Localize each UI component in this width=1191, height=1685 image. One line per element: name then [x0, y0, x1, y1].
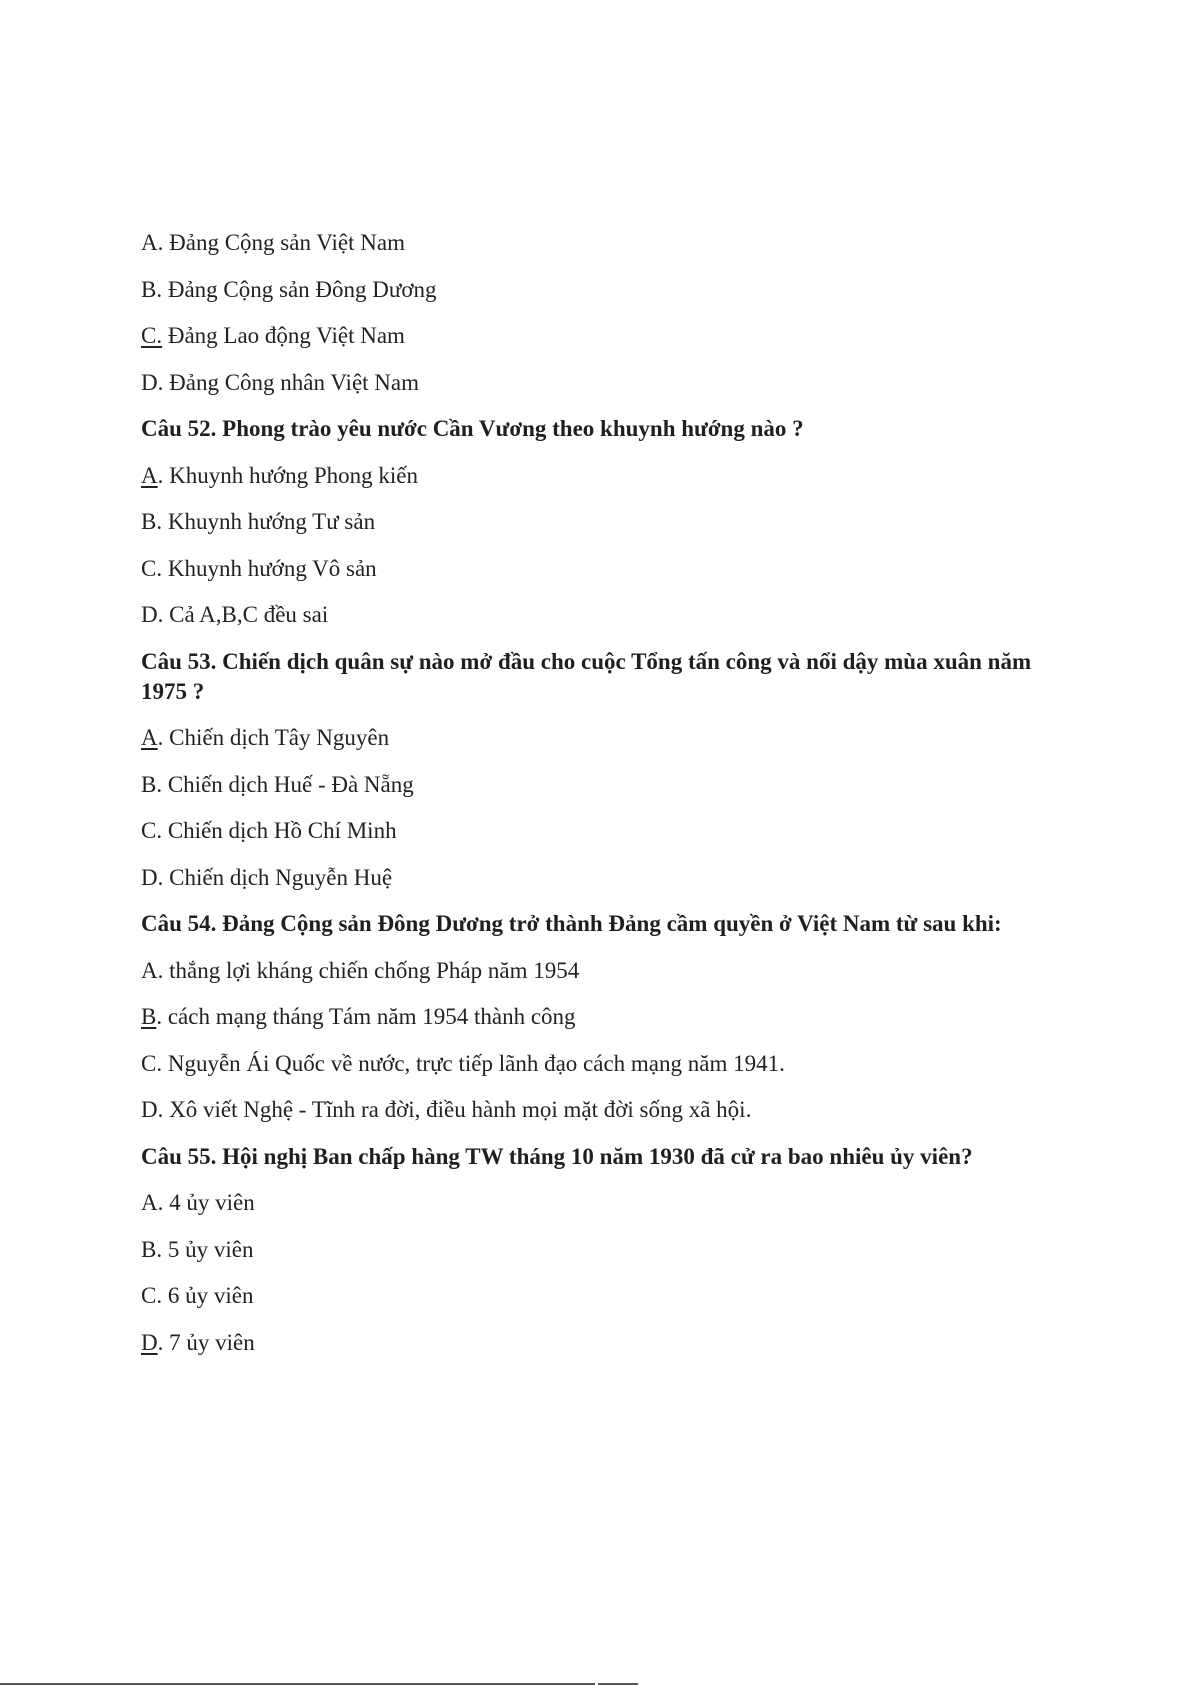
- option-letter: D: [141, 1097, 158, 1122]
- q54-option-a: A. thắng lợi kháng chiến chống Pháp năm 1954: [141, 957, 580, 983]
- q52-option-a: A. Khuynh hướng Phong kiến: [141, 462, 419, 488]
- option-letter: B: [141, 1236, 157, 1262]
- option-letter: C: [141, 555, 157, 581]
- q54-option-d: D. Xô viết Nghệ - Tĩnh ra đời, điều hành mọi mặt đời sống xã hội.: [141, 1097, 752, 1122]
- option-text: Cả A,B,C đều sai: [169, 602, 329, 627]
- answer-letter: D: [141, 1329, 158, 1355]
- option-letter: A: [141, 1190, 158, 1215]
- q53-option-b: B. Chiến dịch Huế - Đà Nẵng: [141, 771, 414, 797]
- answer-letter: B: [141, 1004, 157, 1029]
- option-letter: A: [141, 957, 158, 983]
- option-text: Xô viết Nghệ - Tĩnh ra đời, điều hành mọi mặt đời sống xã hội.: [169, 1097, 752, 1122]
- q55-option-c: C. 6 ủy viên: [141, 1283, 254, 1308]
- option-text: Chiến dịch Hồ Chí Minh: [167, 818, 397, 843]
- option-letter: D: [141, 602, 158, 627]
- option-text: Khuynh hướng Vô sản: [167, 555, 377, 581]
- option-text: Chiến dịch Tây Nguyên: [169, 725, 390, 750]
- question-53: Câu 53. Chiến dịch quân sự nào mở đầu cho cuộc Tổng tấn công và nổi dậy mùa xuân năm 1975 ?: [141, 648, 1032, 704]
- q55-option-d: D. 7 ủy viên: [141, 1329, 255, 1355]
- option-text: 7 ủy viên: [169, 1329, 255, 1355]
- question-55: Câu 55. Hội nghị Ban chấp hàng TW tháng 10 năm 1930 đã cử ra bao nhiêu ủy viên?: [141, 1143, 973, 1169]
- q54-option-b: B. cách mạng tháng Tám năm 1954 thành công: [141, 1004, 576, 1029]
- option-letter: D: [141, 369, 158, 395]
- q51-option-d: D. Đảng Công nhân Việt Nam: [141, 369, 420, 395]
- option-text: 5 ủy viên: [167, 1236, 254, 1262]
- q55-option-b: B. 5 ủy viên: [141, 1236, 254, 1262]
- option-text: Đảng Cộng sản Đông Dương: [167, 276, 437, 302]
- q53-option-c: C. Chiến dịch Hồ Chí Minh: [141, 818, 397, 843]
- q52-option-d: D. Cả A,B,C đều sai: [141, 602, 329, 627]
- option-letter: B: [141, 509, 157, 534]
- q53-option-a: A. Chiến dịch Tây Nguyên: [141, 725, 390, 750]
- question-52: Câu 52. Phong trào yêu nước Cần Vương theo khuynh hướng nào ?: [141, 416, 804, 441]
- option-text: Chiến dịch Nguyễn Huệ: [169, 864, 393, 890]
- option-text: Đảng Cộng sản Việt Nam: [169, 230, 405, 255]
- answer-letter: C.: [141, 323, 163, 348]
- option-text: Khuynh hướng Tư sản: [167, 509, 376, 534]
- option-letter: C: [141, 1283, 157, 1308]
- option-letter: D: [141, 864, 158, 890]
- q51-option-b: B. Đảng Cộng sản Đông Dương: [141, 276, 437, 302]
- option-text: Chiến dịch Huế - Đà Nẵng: [167, 771, 414, 797]
- option-text: Đảng Công nhân Việt Nam: [169, 369, 420, 395]
- option-letter: A: [141, 230, 158, 255]
- q55-option-a: A. 4 ủy viên: [141, 1190, 255, 1215]
- q53-option-d: D. Chiến dịch Nguyễn Huệ: [141, 864, 393, 890]
- option-text: 6 ủy viên: [167, 1283, 254, 1308]
- quiz-page: [141, 228, 1061, 1374]
- question-54: Câu 54. Đảng Cộng sản Đông Dương trở thành Đảng cầm quyền ở Việt Nam từ sau khi:: [141, 911, 1002, 936]
- option-text: 4 ủy viên: [169, 1190, 255, 1215]
- answer-letter: A: [141, 725, 158, 750]
- option-text: Đảng Lao động Việt Nam: [167, 323, 405, 348]
- q51-option-a: A. Đảng Cộng sản Việt Nam: [141, 230, 405, 255]
- option-letter: B: [141, 276, 157, 302]
- option-letter: C: [141, 1050, 157, 1076]
- option-letter: C: [141, 818, 157, 843]
- q51-option-c: [141, 321, 1061, 351]
- option-text: thắng lợi kháng chiến chống Pháp năm 1954: [169, 957, 580, 983]
- answer-letter: A: [141, 462, 158, 488]
- q52-option-b: B. Khuynh hướng Tư sản: [141, 509, 376, 534]
- option-text: cách mạng tháng Tám năm 1954 thành công: [167, 1004, 576, 1029]
- option-text: Khuynh hướng Phong kiến: [169, 462, 419, 488]
- q54-option-c: C. Nguyễn Ái Quốc về nước, trực tiếp lãnh đạo cách mạng năm 1941.: [141, 1050, 785, 1076]
- q52-option-c: C. Khuynh hướng Vô sản: [141, 555, 377, 581]
- option-text: Nguyễn Ái Quốc về nước, trực tiếp lãnh đạo cách mạng năm 1941.: [167, 1050, 785, 1076]
- option-letter: B: [141, 771, 157, 797]
